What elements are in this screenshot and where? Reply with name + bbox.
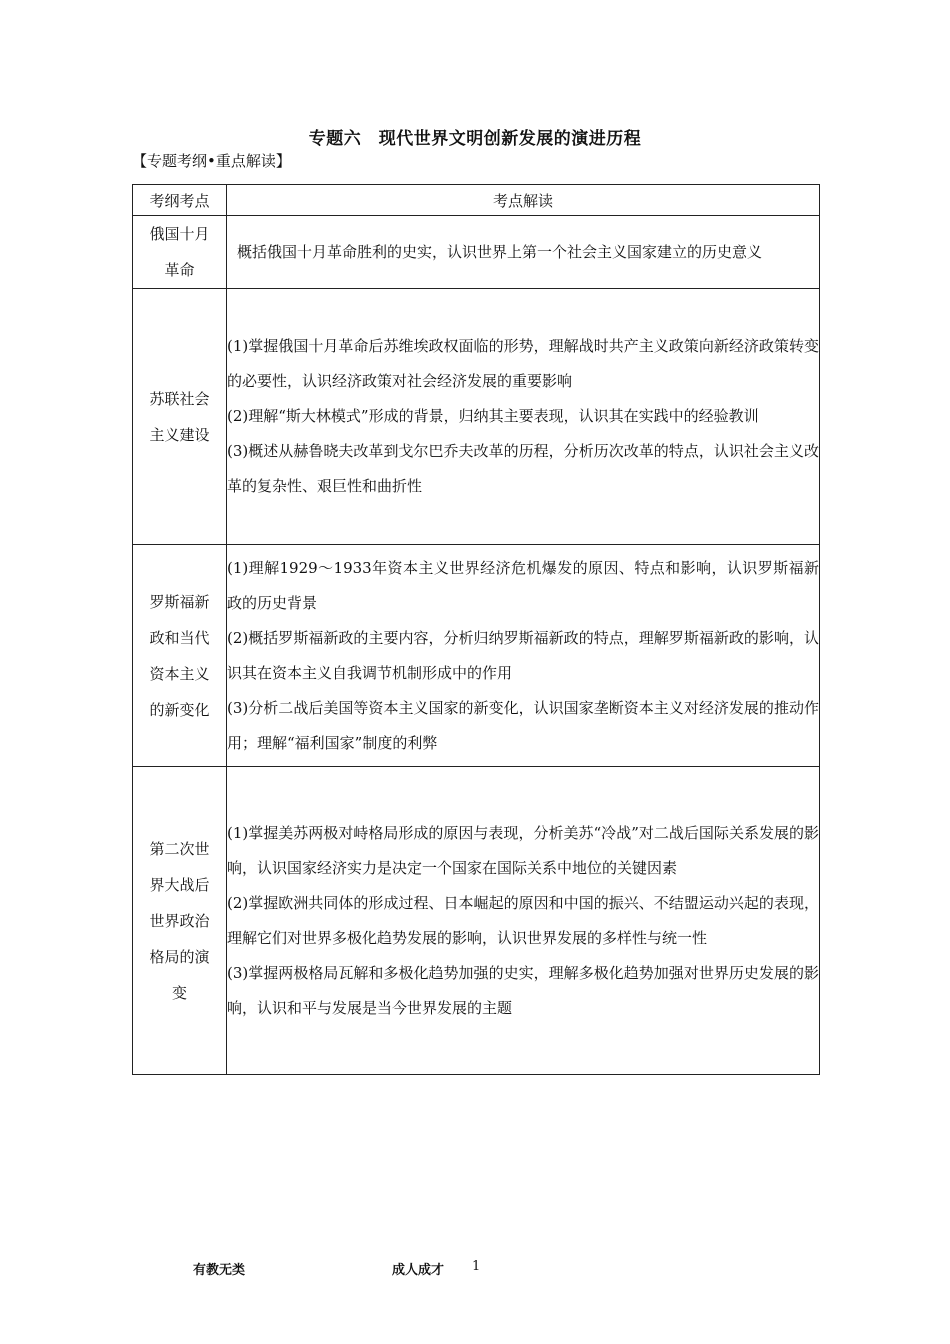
topic-cell: [133, 216, 227, 289]
interpretation-item: (3)概述从赫鲁晓夫改革到戈尔巴乔夫改革的历程，分析历次改革的特点，认识社会主义改革的复杂性、艰巨性和曲折性: [227, 442, 819, 495]
footer-motto-middle: 成人成才: [392, 1263, 445, 1278]
interpretation-cell: [227, 545, 820, 767]
interpretation-item: (2)理解“斯大林模式”形成的背景，归纳其主要表现，认识其在实践中的经验教训: [227, 407, 759, 425]
interpretation-item: (1)掌握美苏两极对峙格局形成的原因与表现，分析美苏“冷战”对二战后国际关系发展的影响，认识国家经济实力是决定一个国家在国际关系中地位的关键因素: [227, 823, 819, 877]
page-number: 1: [472, 1259, 481, 1274]
interpretation-item: (2)掌握欧洲共同体的形成过程、日本崛起的原因和中国的振兴、不结盟运动兴起的表现，理解它们对世界多极化趋势发展的影响，认识世界发展的多样性与统一性: [227, 893, 819, 947]
table-row: [133, 216, 820, 289]
section-heading: 【专题考纲•重点解读】: [132, 152, 291, 170]
topic-cell: [133, 289, 227, 545]
topic-cell: [133, 767, 227, 1075]
topic-label: 罗斯福新政和当代资本主义的新变化: [149, 592, 210, 719]
page-title: 专题六 现代世界文明创新发展的演进历程: [308, 129, 642, 149]
footer-motto-left: 有教无类: [193, 1263, 246, 1278]
table-header-row: [133, 185, 820, 216]
topic-label: 苏联社会主义建设: [149, 389, 210, 444]
table-row: [133, 289, 820, 545]
interpretation-cell: [227, 216, 820, 289]
topic-cell: [133, 545, 227, 767]
interpretation-cell: [227, 767, 820, 1075]
interpretation-item: (1)理解1929～1933年资本主义世界经济危机爆发的原因、特点和影响，认识罗斯福新政的历史背景: [227, 558, 819, 612]
topic-label: 俄国十月革命: [149, 225, 210, 279]
interpretation-cell: [227, 289, 820, 545]
header-topic: 考纲考点: [133, 185, 227, 216]
exam-outline-table: [132, 184, 820, 1075]
header-interpretation: 考点解读: [227, 185, 820, 216]
interpretation-item: 概括俄国十月革命胜利的史实，认识世界上第一个社会主义国家建立的历史意义: [237, 242, 763, 261]
interpretation-item: (3)掌握两极格局瓦解和多极化趋势加强的史实，理解多极化趋势加强对世界历史发展的影响，认识和平与发展是当今世界发展的主题: [227, 963, 819, 1017]
table-row: [133, 767, 820, 1075]
topic-label: 第二次世界大战后世界政治格局的演变: [149, 839, 210, 1002]
interpretation-item: (2)概括罗斯福新政的主要内容，分析归纳罗斯福新政的特点，理解罗斯福新政的影响，认识其在资本主义自我调节机制形成中的作用: [227, 628, 819, 682]
interpretation-item: (3)分析二战后美国等资本主义国家的新变化，认识国家垄断资本主义对经济发展的推动作用；理解“福利国家”制度的利弊: [227, 698, 819, 752]
table-row: [133, 545, 820, 767]
interpretation-item: (1)掌握俄国十月革命后苏维埃政权面临的形势，理解战时共产主义政策向新经济政策转变的必要性，认识经济政策对社会经济发展的重要影响: [227, 337, 819, 390]
